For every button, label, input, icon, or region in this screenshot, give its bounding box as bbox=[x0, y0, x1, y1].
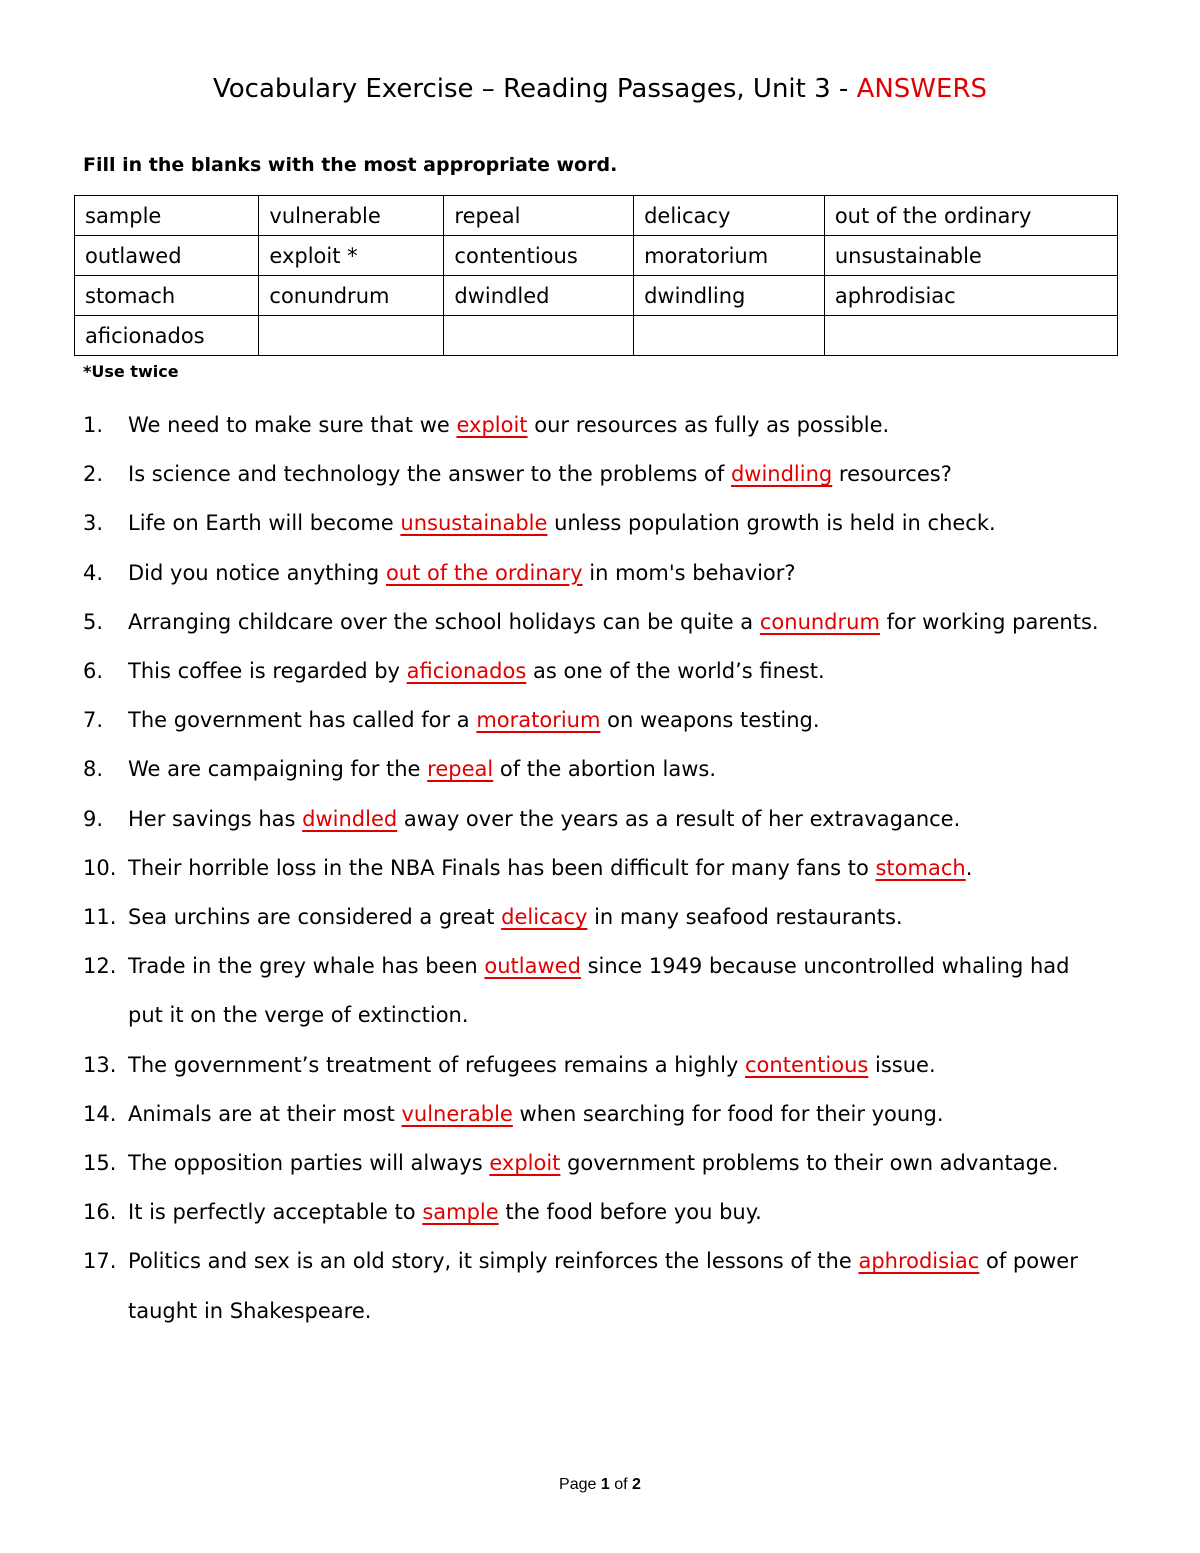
question-text-after: our resources as fully as possible. bbox=[527, 413, 890, 437]
question-item bbox=[83, 1237, 1163, 1335]
question-item bbox=[83, 942, 1163, 1040]
question-text-before: Did you notice anything bbox=[128, 560, 386, 585]
word-cell bbox=[259, 316, 444, 356]
question-item bbox=[83, 795, 1163, 844]
question-text-after: resources? bbox=[832, 462, 952, 487]
question-number: 7. bbox=[83, 708, 104, 733]
question-text-after: in mom's behavior? bbox=[582, 560, 796, 585]
question-number: 15. bbox=[83, 1151, 117, 1176]
question-text-after: since 1949 because uncontrolled whaling had bbox=[580, 954, 1070, 979]
question-text-after: unless population growth is held in check. bbox=[547, 511, 996, 536]
word-cell bbox=[444, 316, 634, 356]
title-answers: ANSWERS bbox=[856, 74, 988, 104]
question-item bbox=[83, 844, 1163, 893]
word-cell: stomach bbox=[75, 276, 259, 316]
question-number: 17. bbox=[83, 1249, 117, 1274]
question-text-before: Sea urchins are considered a great bbox=[128, 905, 502, 930]
word-row bbox=[75, 316, 1118, 356]
answer-word: delicacy bbox=[501, 905, 588, 930]
question-item bbox=[83, 647, 1163, 696]
page-total: 2 bbox=[632, 1476, 641, 1493]
question-text-continued: put it on the verge of extinction. bbox=[128, 1003, 469, 1028]
page-label: Page bbox=[559, 1476, 597, 1493]
question-number: 11. bbox=[83, 905, 117, 930]
answer-word: contentious bbox=[745, 1052, 869, 1077]
question-number: 2. bbox=[83, 462, 104, 487]
word-cell: contentious bbox=[444, 236, 634, 276]
question-number: 3. bbox=[83, 511, 104, 536]
question-number: 13. bbox=[83, 1052, 117, 1077]
word-cell: repeal bbox=[444, 196, 634, 236]
word-cell: dwindling bbox=[634, 276, 825, 316]
answer-word: outlawed bbox=[484, 954, 581, 979]
question-text-after: for working parents. bbox=[879, 609, 1099, 634]
word-cell bbox=[824, 316, 1117, 356]
question-text-before: We need to make sure that we bbox=[128, 413, 457, 437]
question-item bbox=[83, 401, 1163, 450]
instruction: Fill in the blanks with the most appropriate word. bbox=[83, 154, 618, 176]
word-cell: exploit * bbox=[259, 236, 444, 276]
word-cell: delicacy bbox=[634, 196, 825, 236]
word-cell: dwindled bbox=[444, 276, 634, 316]
question-text-before: This coffee is regarded by bbox=[128, 659, 407, 684]
answer-word: aphrodisiac bbox=[858, 1249, 980, 1274]
question-text-before: Trade in the grey whale has been bbox=[128, 954, 485, 979]
answer-word: unsustainable bbox=[400, 511, 548, 536]
answer-word: stomach bbox=[875, 855, 966, 880]
word-cell: conundrum bbox=[259, 276, 444, 316]
question-item bbox=[83, 549, 1163, 598]
answer-word: repeal bbox=[427, 757, 494, 782]
question-text-before: The government’s treatment of refugees remains a highly bbox=[128, 1052, 746, 1077]
word-cell bbox=[634, 316, 825, 356]
question-text-after: in many seafood restaurants. bbox=[587, 905, 903, 930]
use-twice-note: *Use twice bbox=[83, 362, 179, 381]
question-text-before: We are campaigning for the bbox=[128, 757, 428, 782]
answer-word: moratorium bbox=[476, 708, 601, 733]
word-cell: sample bbox=[75, 196, 259, 236]
question-number: 14. bbox=[83, 1101, 117, 1126]
word-cell: aficionados bbox=[75, 316, 259, 356]
question-text-after: government problems to their own advantage. bbox=[560, 1151, 1059, 1176]
question-text-before: Politics and sex is an old story, it simply reinforces the lessons of the bbox=[128, 1249, 859, 1274]
question-text-before: The opposition parties will always bbox=[128, 1151, 490, 1176]
question-text-continued: taught in Shakespeare. bbox=[128, 1298, 372, 1323]
word-cell: aphrodisiac bbox=[824, 276, 1117, 316]
question-number: 16. bbox=[83, 1200, 117, 1225]
answer-word: dwindled bbox=[302, 806, 398, 831]
question-text-after: issue. bbox=[868, 1052, 936, 1077]
question-number: 5. bbox=[83, 609, 104, 634]
word-cell: vulnerable bbox=[259, 196, 444, 236]
question-number: 12. bbox=[83, 954, 117, 979]
question-number: 6. bbox=[83, 659, 104, 684]
question-item bbox=[83, 499, 1163, 548]
question-item bbox=[83, 696, 1163, 745]
page-number: 1 bbox=[600, 1476, 610, 1493]
question-number: 10. bbox=[83, 855, 117, 880]
question-item bbox=[83, 1139, 1163, 1188]
question-list bbox=[83, 401, 1163, 1336]
answer-word: exploit bbox=[489, 1151, 561, 1176]
question-text-before: It is perfectly acceptable to bbox=[128, 1200, 423, 1225]
question-item bbox=[83, 450, 1163, 499]
of-label: of bbox=[614, 1476, 628, 1493]
question-item bbox=[83, 893, 1163, 942]
question-text-after: . bbox=[965, 855, 973, 880]
question-number: 4. bbox=[83, 560, 104, 585]
question-item bbox=[83, 1188, 1163, 1237]
question-text-after: away over the years as a result of her extravagance. bbox=[397, 806, 961, 831]
answer-word: aficionados bbox=[406, 659, 527, 684]
word-row bbox=[75, 196, 1118, 236]
word-row bbox=[75, 236, 1118, 276]
answer-word: sample bbox=[422, 1200, 499, 1225]
question-text-after: of the abortion laws. bbox=[493, 757, 717, 782]
question-item bbox=[83, 1041, 1163, 1090]
answer-word: dwindling bbox=[730, 462, 833, 487]
word-row bbox=[75, 276, 1118, 316]
word-cell: unsustainable bbox=[824, 236, 1117, 276]
question-text-before: Is science and technology the answer to the problems of bbox=[128, 462, 731, 487]
question-text-after: on weapons testing. bbox=[600, 708, 820, 733]
question-text-before: The government has called for a bbox=[128, 708, 477, 733]
question-text-before: Animals are at their most bbox=[128, 1101, 402, 1126]
question-text-after: of power bbox=[979, 1249, 1078, 1274]
question-item bbox=[83, 598, 1163, 647]
question-item bbox=[83, 745, 1163, 794]
question-text-before: Arranging childcare over the school holidays can be quite a bbox=[128, 609, 760, 634]
question-text-after: when searching for food for their young. bbox=[512, 1101, 944, 1126]
word-cell: out of the ordinary bbox=[824, 196, 1117, 236]
word-cell: moratorium bbox=[634, 236, 825, 276]
answer-word: exploit bbox=[456, 413, 528, 437]
answer-word: vulnerable bbox=[401, 1101, 513, 1126]
question-text-after: as one of the world’s finest. bbox=[526, 659, 825, 684]
title-main: Vocabulary Exercise – Reading Passages, Unit 3 - bbox=[212, 74, 857, 104]
question-text-after: the food before you buy. bbox=[498, 1200, 762, 1225]
page-title bbox=[0, 74, 1200, 104]
question-text-before: Life on Earth will become bbox=[128, 511, 401, 536]
question-number: 1. bbox=[83, 413, 104, 437]
answer-word: conundrum bbox=[759, 609, 880, 634]
question-number: 8. bbox=[83, 757, 104, 782]
page-footer bbox=[0, 1476, 1200, 1494]
word-bank-table bbox=[74, 195, 1118, 356]
question-item bbox=[83, 1090, 1163, 1139]
question-text-before: Their horrible loss in the NBA Finals has been difficult for many fans to bbox=[128, 855, 876, 880]
word-cell: outlawed bbox=[75, 236, 259, 276]
question-number: 9. bbox=[83, 806, 104, 831]
answer-word: out of the ordinary bbox=[385, 560, 583, 585]
question-text-before: Her savings has bbox=[128, 806, 303, 831]
